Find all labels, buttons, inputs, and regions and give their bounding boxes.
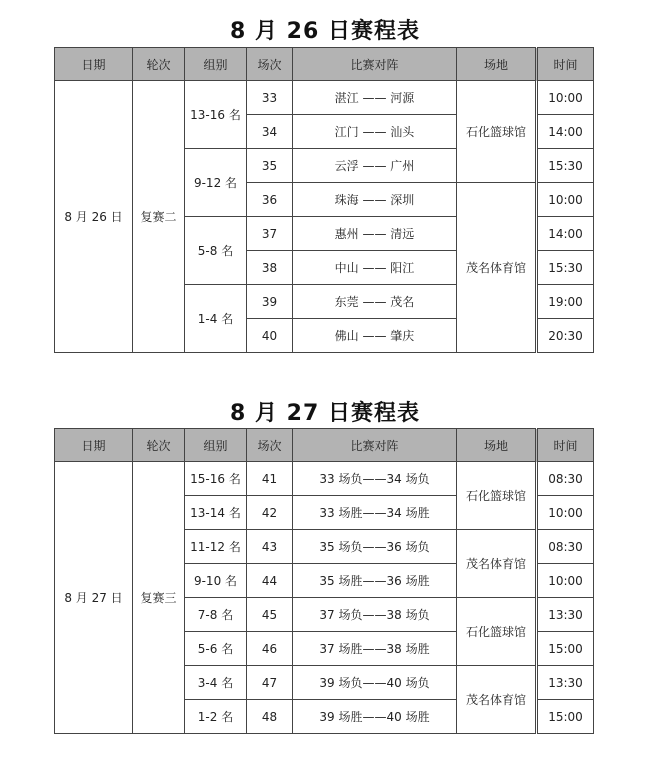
time-cell: 10:00 xyxy=(537,81,594,115)
group-cell: 15-16 名 xyxy=(185,462,247,496)
group-cell: 13-14 名 xyxy=(185,496,247,530)
matchup-cell xyxy=(293,598,457,632)
time-cell: 14:00 xyxy=(537,217,594,251)
matchup-text: 33 场负——34 场负 xyxy=(319,472,430,486)
matchup-cell xyxy=(293,496,457,530)
time-cell: 15:30 xyxy=(537,149,594,183)
date-cell: 8 月 26 日 xyxy=(55,81,133,353)
date-cell: 8 月 27 日 xyxy=(55,462,133,734)
group-cell: 9-12 名 xyxy=(185,149,247,217)
game-number-cell: 42 xyxy=(247,496,293,530)
matchup-cell xyxy=(293,115,457,149)
venue-cell: 茂名体育馆 xyxy=(457,666,537,734)
header-date: 日期 xyxy=(55,48,133,81)
matchup-text: 东莞 —— 茂名 xyxy=(334,295,415,309)
time-cell: 08:30 xyxy=(537,462,594,496)
table-header-row xyxy=(55,48,594,81)
time-cell: 08:30 xyxy=(537,530,594,564)
matchup-cell xyxy=(293,666,457,700)
time-cell: 13:30 xyxy=(537,598,594,632)
matchup-text: 珠海 —— 深圳 xyxy=(334,193,415,207)
time-cell: 19:00 xyxy=(537,285,594,319)
game-number-cell: 38 xyxy=(247,251,293,285)
game-number-cell: 40 xyxy=(247,319,293,353)
header-round: 轮次 xyxy=(133,48,185,81)
matchup-text: 云浮 —— 广州 xyxy=(334,159,415,173)
matchup-text: 佛山 —— 肇庆 xyxy=(334,329,415,343)
time-cell: 15:00 xyxy=(537,700,594,734)
group-cell: 5-6 名 xyxy=(185,632,247,666)
group-cell: 7-8 名 xyxy=(185,598,247,632)
group-cell: 1-2 名 xyxy=(185,700,247,734)
game-number-cell: 46 xyxy=(247,632,293,666)
venue-cell: 石化篮球馆 xyxy=(457,81,537,183)
header-date: 日期 xyxy=(55,429,133,462)
matchup-text: 中山 —— 阳江 xyxy=(334,261,415,275)
venue-cell: 石化篮球馆 xyxy=(457,462,537,530)
matchup-text: 35 场胜——36 场胜 xyxy=(319,574,430,588)
table-row xyxy=(55,81,594,115)
matchup-cell xyxy=(293,564,457,598)
group-cell: 3-4 名 xyxy=(185,666,247,700)
venue-cell: 茂名体育馆 xyxy=(457,183,537,353)
header-venue: 场地 xyxy=(457,429,537,462)
time-cell: 20:30 xyxy=(537,319,594,353)
game-number-cell: 35 xyxy=(247,149,293,183)
group-cell: 11-12 名 xyxy=(185,530,247,564)
matchup-cell xyxy=(293,530,457,564)
header-venue: 场地 xyxy=(457,48,537,81)
time-cell: 10:00 xyxy=(537,183,594,217)
schedule-table-aug26 xyxy=(54,47,594,353)
header-game-number: 场次 xyxy=(247,48,293,81)
matchup-cell xyxy=(293,149,457,183)
matchup-cell xyxy=(293,462,457,496)
group-cell: 1-4 名 xyxy=(185,285,247,353)
matchup-text: 39 场负——40 场负 xyxy=(319,676,430,690)
matchup-text: 33 场胜——34 场胜 xyxy=(319,506,430,520)
game-number-cell: 39 xyxy=(247,285,293,319)
matchup-cell xyxy=(293,285,457,319)
matchup-cell xyxy=(293,251,457,285)
time-cell: 10:00 xyxy=(537,564,594,598)
table-row xyxy=(55,462,594,496)
header-round: 轮次 xyxy=(133,429,185,462)
venue-cell: 茂名体育馆 xyxy=(457,530,537,598)
group-cell: 13-16 名 xyxy=(185,81,247,149)
header-time: 时间 xyxy=(537,429,594,462)
group-cell: 5-8 名 xyxy=(185,217,247,285)
schedule-table-aug27 xyxy=(54,428,594,734)
game-number-cell: 43 xyxy=(247,530,293,564)
header-time: 时间 xyxy=(537,48,594,81)
matchup-cell xyxy=(293,217,457,251)
game-number-cell: 33 xyxy=(247,81,293,115)
time-cell: 13:30 xyxy=(537,666,594,700)
header-matchup: 比赛对阵 xyxy=(293,429,457,462)
time-cell: 15:30 xyxy=(537,251,594,285)
matchup-text: 37 场胜——38 场胜 xyxy=(319,642,430,656)
group-cell: 9-10 名 xyxy=(185,564,247,598)
matchup-cell xyxy=(293,183,457,217)
table-header-row xyxy=(55,429,594,462)
venue-cell: 石化篮球馆 xyxy=(457,598,537,666)
game-number-cell: 45 xyxy=(247,598,293,632)
matchup-text: 37 场负——38 场负 xyxy=(319,608,430,622)
header-group: 组别 xyxy=(185,48,247,81)
matchup-cell xyxy=(293,632,457,666)
time-cell: 15:00 xyxy=(537,632,594,666)
round-cell: 复赛二 xyxy=(133,81,185,353)
game-number-cell: 44 xyxy=(247,564,293,598)
game-number-cell: 37 xyxy=(247,217,293,251)
game-number-cell: 34 xyxy=(247,115,293,149)
schedule-title-aug27: 8 月 27 日赛程表 xyxy=(230,401,420,426)
header-game-number: 场次 xyxy=(247,429,293,462)
header-group: 组别 xyxy=(185,429,247,462)
matchup-text: 江门 —— 汕头 xyxy=(334,125,415,139)
matchup-cell xyxy=(293,81,457,115)
time-cell: 10:00 xyxy=(537,496,594,530)
game-number-cell: 41 xyxy=(247,462,293,496)
matchup-text: 惠州 —— 清远 xyxy=(334,227,415,241)
round-cell: 复赛三 xyxy=(133,462,185,734)
schedule-title-aug26: 8 月 26 日赛程表 xyxy=(230,19,420,44)
header-matchup: 比赛对阵 xyxy=(293,48,457,81)
matchup-text: 湛江 —— 河源 xyxy=(334,91,415,105)
matchup-text: 39 场胜——40 场胜 xyxy=(319,710,430,724)
time-cell: 14:00 xyxy=(537,115,594,149)
game-number-cell: 48 xyxy=(247,700,293,734)
matchup-cell xyxy=(293,319,457,353)
game-number-cell: 47 xyxy=(247,666,293,700)
matchup-cell xyxy=(293,700,457,734)
game-number-cell: 36 xyxy=(247,183,293,217)
matchup-text: 35 场负——36 场负 xyxy=(319,540,430,554)
